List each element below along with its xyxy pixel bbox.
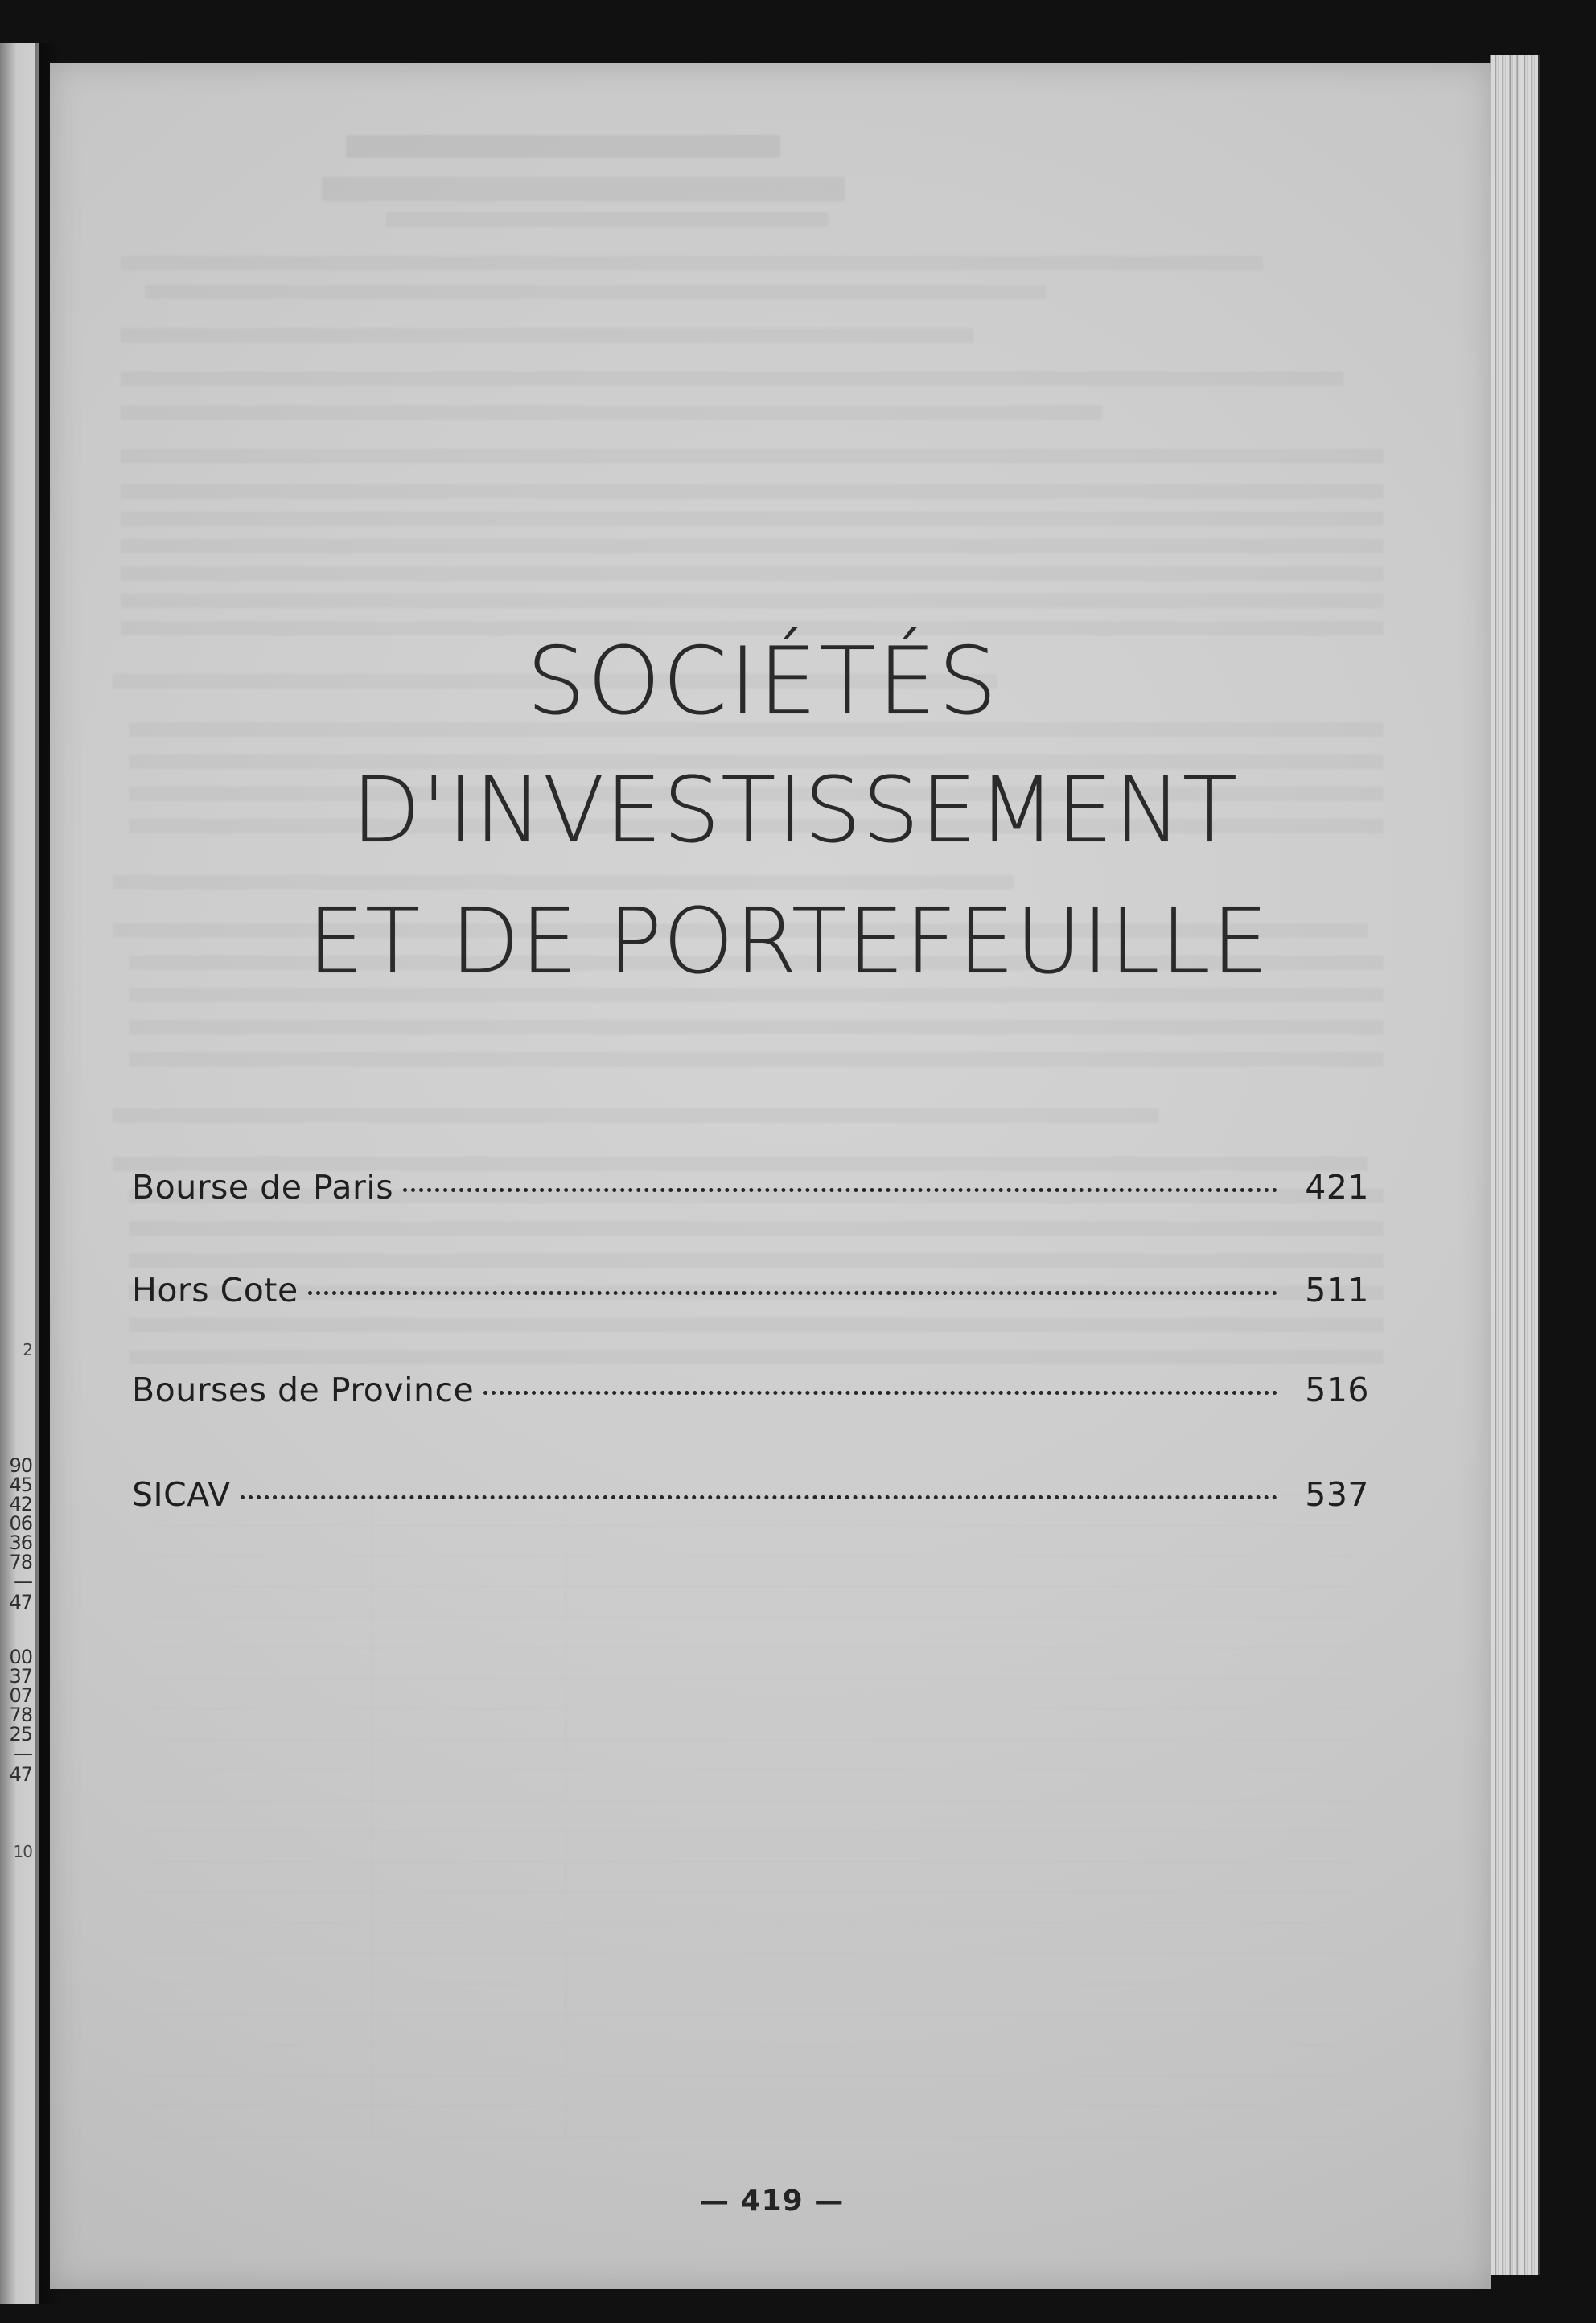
left-margin-fragment: 36 <box>9 1532 32 1554</box>
left-margin-fragment: 45 <box>9 1474 32 1496</box>
left-margin-fragment: 42 <box>9 1493 32 1515</box>
left-margin-fragment: 47 <box>9 1763 32 1786</box>
left-margin-fragment: 07 <box>9 1684 32 1707</box>
title-line: SOCIÉTÉS <box>526 627 999 736</box>
toc-entry <box>132 1168 1369 1210</box>
toc-label: Bourses de Province <box>132 1371 475 1409</box>
toc-page-number: 511 <box>1305 1271 1369 1310</box>
left-margin-fragment: 2 <box>23 1340 32 1359</box>
left-margin-fragment: 47 <box>9 1591 32 1614</box>
dot-leader <box>483 1391 1277 1395</box>
left-margin-fragment: 78 <box>9 1704 32 1726</box>
toc-label: Bourse de Paris <box>132 1168 394 1207</box>
left-margin-fragment: 78 <box>9 1551 32 1573</box>
dot-leader <box>308 1291 1278 1295</box>
toc-entry <box>132 1271 1369 1313</box>
left-margin-fragment: 25 <box>9 1723 32 1745</box>
toc-entry <box>132 1475 1369 1517</box>
toc-entry <box>132 1371 1369 1412</box>
right-page-stack <box>1490 55 1540 2275</box>
toc-label: Hors Cote <box>132 1271 298 1310</box>
toc-page-number: 537 <box>1305 1475 1369 1514</box>
left-margin-fragment: — <box>14 1742 32 1765</box>
show-through-table <box>146 1495 1353 2138</box>
title-line: D'INVESTISSEMENT <box>351 759 1239 863</box>
title-line: ET DE PORTEFEUILLE <box>307 890 1269 994</box>
main-page <box>50 63 1491 2289</box>
left-margin-fragment: 37 <box>9 1665 32 1688</box>
dot-leader <box>241 1495 1278 1499</box>
left-page-edge <box>0 43 39 2304</box>
toc-page-number: 421 <box>1305 1168 1369 1207</box>
left-margin-fragment: — <box>14 1570 32 1593</box>
toc-label: SICAV <box>132 1475 231 1514</box>
toc-page-number: 516 <box>1305 1371 1369 1409</box>
left-margin-fragment: 10 <box>13 1842 32 1861</box>
page-number: — 419 — <box>700 2185 845 2218</box>
left-margin-fragment: 06 <box>9 1512 32 1535</box>
left-margin-fragment: 90 <box>9 1454 32 1477</box>
left-margin-fragment: 00 <box>9 1646 32 1668</box>
dot-leader <box>403 1188 1277 1192</box>
